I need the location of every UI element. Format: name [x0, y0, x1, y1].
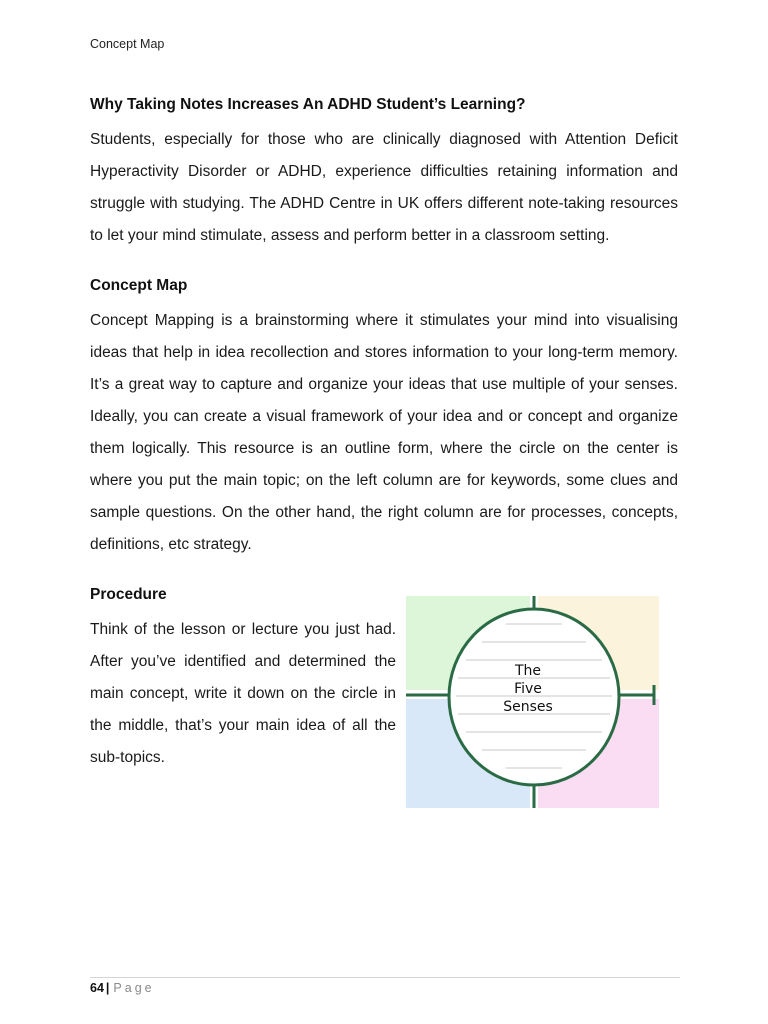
section-body-procedure: Think of the lesson or lecture you just had. After you’ve identified and determined the main concept, write it down on the circle in the middle, that’s your main idea of all the sub-topics.: [90, 621, 396, 766]
concept-map-figure: [406, 596, 659, 808]
footer-separator: |: [105, 981, 110, 995]
section-body-why: Students, especially for those who are clinically diagnosed with Attention Deficit Hyperactivity Disorder or ADHD, experience difficulties retaining information and struggle with studying. The ADHD Centre in UK offers different note-taking resources to let your mind stimulate, assess and perform better in a classroom setting.: [90, 131, 678, 244]
section-heading-concept-map: Concept Map: [90, 277, 188, 294]
section-heading-procedure: Procedure: [90, 586, 167, 603]
running-header: Concept Map: [90, 37, 165, 51]
page-content: [90, 92, 678, 834]
center-circle: [449, 609, 619, 785]
section-body-concept-map: Concept Mapping is a brainstorming where it stimulates your mind into visualising ideas that help in idea recollection and stores information to your long-term memory. It’s a great way to capture and organize your ideas that use multiple of your senses. Ideally, you can create a visual framework of your idea and or concept and organize them logically. This resource is an outline form, where the circle on the center is where you put the main topic; on the left column are for keywords, some clues and sample questions. On the other hand, the right column are for processes, concepts, definitions, etc strategy.: [90, 312, 678, 553]
page-number: 64: [90, 981, 104, 995]
page-footer: [90, 981, 155, 995]
section-heading-why: Why Taking Notes Increases An ADHD Student’s Learning?: [90, 96, 526, 113]
procedure-block: [90, 614, 678, 834]
circle-text-line1: The: [514, 663, 542, 679]
footer-divider: [90, 977, 680, 978]
page-label: Page: [113, 981, 155, 995]
circle-text-line3: Senses: [503, 699, 553, 715]
circle-text-line2: Five: [514, 681, 542, 697]
